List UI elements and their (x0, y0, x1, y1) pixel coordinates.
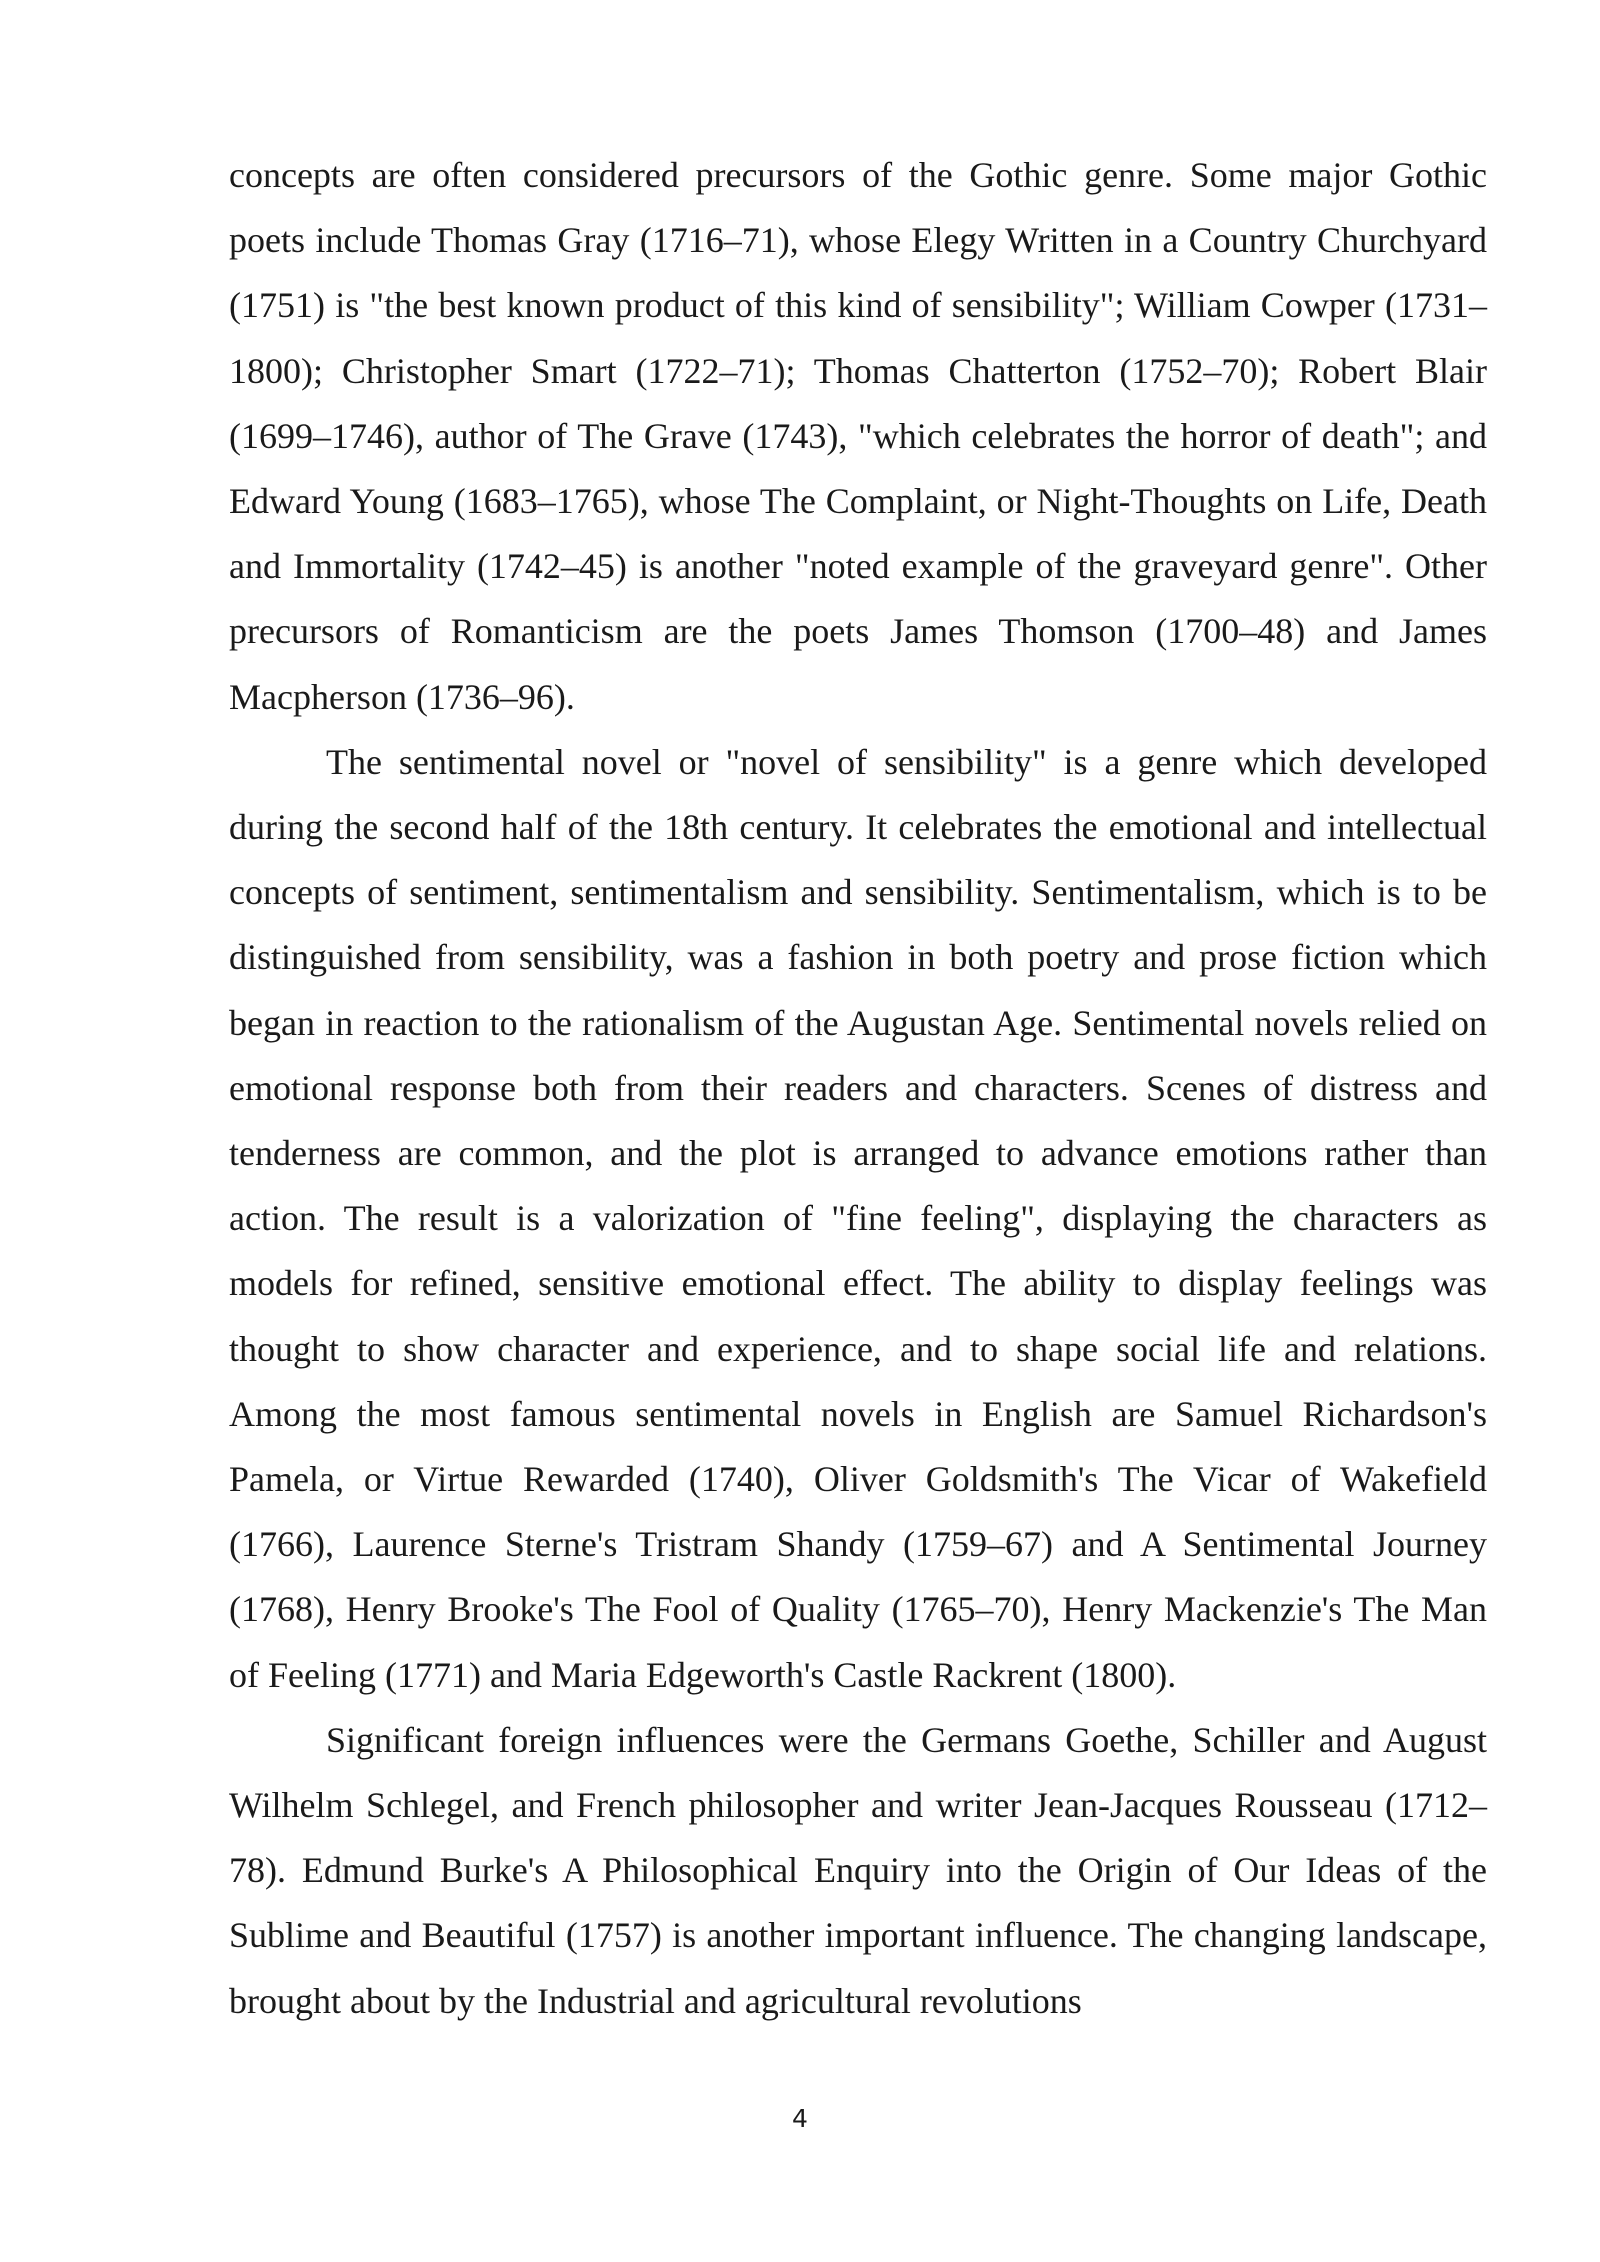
body-text (229, 143, 1487, 2034)
paragraph-foreign-influences: Significant foreign influences were the Germans Goethe, Schiller and August Wilhelm Schlegel, and French philosopher and writer Jean-Jacques Rousseau (1712–78). Edmund Burke's A Philosophical Enquiry into the Origin of Our Ideas of the Sublime and Beautiful (1757) is another important influence. The changing landscape, brought about by the Industrial and agricultural revolutions (229, 1719, 1487, 2021)
paragraph-sentimental-novel: The sentimental novel or "novel of sensibility" is a genre which developed during the second half of the 18th century. It celebrates the emotional and intellectual concepts of sentiment, sentimentalism and sensibility. Sentimentalism, which is to be distinguished from sensibility, was a fashion in both poetry and prose fiction which began in reaction to the rationalism of the Augustan Age. Sentimental novels relied on emotional response both from their readers and characters. Scenes of distress and tenderness are common, and the plot is arranged to advance emotions rather than action. The result is a valorization of "fine feeling", displaying the characters as models for refined, sensitive emotional effect. The ability to display feelings was thought to show character and experience, and to shape social life and relations. Among the most famous sentimental novels in English are Samuel Richardson's Pamela, or Virtue Rewarded (1740), Oliver Goldsmith's The Vicar of Wakefield (1766), Laurence Sterne's Tristram Shandy (1759–67) and A Sentimental Journey (1768), Henry Brooke's The Fool of Quality (1765–70), Henry Mackenzie's The Man of Feeling (1771) and Maria Edgeworth's Castle Rackrent (1800). (229, 741, 1487, 1695)
page-number: 4 (792, 2104, 808, 2133)
paragraph-gothic-poets: concepts are often considered precursors of the Gothic genre. Some major Gothic poets include Thomas Gray (1716–71), whose Elegy Written in a Country Churchyard (1751) is "the best known product of this kind of sensibility"; William Cowper (1731–1800); Christopher Smart (1722–71); Thomas Chatterton (1752–70); Robert Blair (1699–1746), author of The Grave (1743), "which celebrates the horror of death"; and Edward Young (1683–1765), whose The Complaint, or Night-Thoughts on Life, Death and Immortality (1742–45) is another "noted example of the graveyard genre". Other precursors of Romanticism are the poets James Thomson (1700–48) and James Macpherson (1736–96). (229, 155, 1487, 717)
